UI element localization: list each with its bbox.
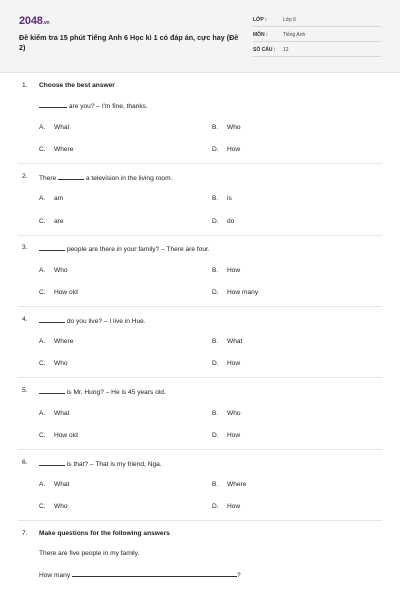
answer-blank[interactable]	[58, 173, 84, 180]
sentence-text: How many	[39, 572, 71, 579]
option-letter: A.	[39, 410, 46, 417]
option-text: am	[54, 195, 64, 202]
option-text: What	[227, 338, 243, 345]
question-number: 3.	[22, 244, 28, 251]
option-text: do	[227, 218, 235, 225]
option-letter: C.	[39, 432, 46, 439]
option-letter: B.	[212, 338, 219, 345]
meta-subject-row	[253, 29, 381, 42]
option-text: Who	[54, 360, 68, 367]
option-text: are	[54, 218, 64, 225]
sentence-text: There	[39, 175, 57, 182]
option-text: What	[54, 481, 70, 488]
q2-option-b[interactable]	[212, 195, 232, 202]
option-letter: D.	[212, 503, 219, 510]
sentence-text: is Mr. Hung? – He is 45 years old.	[66, 389, 166, 396]
q3-option-d[interactable]	[212, 289, 258, 296]
question-divider	[18, 449, 382, 450]
option-letter: A.	[39, 195, 46, 202]
question-number: 7.	[22, 530, 28, 537]
option-letter: D.	[212, 146, 219, 153]
question-instruction: Make questions for the following answers	[39, 530, 170, 537]
option-letter: D.	[212, 218, 219, 225]
sentence-text: ?	[237, 572, 241, 579]
option-text: How	[227, 360, 241, 367]
sentence-text: is that? – That is my friend, Nga.	[66, 461, 162, 468]
option-text: is	[227, 195, 232, 202]
q5-option-c[interactable]	[39, 432, 78, 439]
option-text: How	[227, 503, 241, 510]
q3-option-a[interactable]	[39, 267, 68, 274]
option-letter: B.	[212, 410, 219, 417]
answer-blank[interactable]	[39, 101, 67, 108]
meta-count-value: 12	[283, 47, 289, 53]
q2-option-a[interactable]	[39, 195, 63, 202]
q1-option-a[interactable]	[39, 124, 69, 131]
question-divider	[18, 520, 382, 521]
q1-option-b[interactable]	[212, 124, 241, 131]
q4-option-a[interactable]	[39, 338, 73, 345]
question-divider	[18, 163, 382, 164]
question-number: 4.	[22, 316, 28, 323]
q3-option-c[interactable]	[39, 289, 78, 296]
q5-option-d[interactable]	[212, 432, 240, 439]
option-letter: C.	[39, 218, 46, 225]
q6-option-d[interactable]	[212, 503, 240, 510]
option-text: How	[227, 146, 241, 153]
option-text: How	[227, 432, 241, 439]
question-divider	[18, 377, 382, 378]
question-number: 6.	[22, 459, 28, 466]
question-sentence	[39, 387, 166, 396]
meta-class-value: Lớp 6	[283, 17, 297, 23]
option-text: How old	[54, 432, 78, 439]
option-text: How	[227, 267, 241, 274]
q1-option-d[interactable]	[212, 146, 240, 153]
question-sentence	[39, 101, 148, 110]
option-letter: C.	[39, 146, 46, 153]
option-letter: A.	[39, 338, 46, 345]
question-number: 1.	[22, 82, 28, 89]
option-letter: D.	[212, 360, 219, 367]
option-text: Who	[227, 410, 241, 417]
q6-option-c[interactable]	[39, 503, 68, 510]
question-divider	[18, 306, 382, 307]
option-letter: A.	[39, 267, 46, 274]
option-text: Where	[227, 481, 247, 488]
document-title: Đề kiểm tra 15 phút Tiếng Anh 6 Học kì 1 có đáp án, cực hay (Đề 2)	[19, 33, 239, 52]
option-text: What	[54, 124, 70, 131]
option-letter: B.	[212, 481, 219, 488]
q2-option-c[interactable]	[39, 218, 64, 225]
option-letter: B.	[212, 195, 219, 202]
answer-blank[interactable]	[39, 316, 65, 323]
option-text: Who	[227, 124, 241, 131]
given-answer: There are five people in my family.	[39, 550, 140, 557]
q3-option-b[interactable]	[212, 267, 240, 274]
option-letter: C.	[39, 360, 46, 367]
question-sentence	[39, 570, 241, 579]
q4-option-c[interactable]	[39, 360, 68, 367]
q5-option-b[interactable]	[212, 410, 241, 417]
meta-class-label: LỚP :	[253, 17, 267, 23]
question-sentence	[39, 316, 146, 325]
page-header	[0, 0, 400, 73]
question-number: 5.	[22, 387, 28, 394]
q5-option-a[interactable]	[39, 410, 69, 417]
meta-count-row	[253, 44, 381, 57]
meta-count-label: SỐ CÂU :	[253, 47, 276, 53]
option-letter: B.	[212, 124, 219, 131]
option-letter: C.	[39, 503, 46, 510]
option-text: Where	[54, 338, 74, 345]
question-divider	[18, 235, 382, 236]
answer-blank[interactable]	[39, 387, 65, 394]
q2-option-d[interactable]	[212, 218, 234, 225]
sentence-text: are you? – I'm fine, thanks.	[68, 103, 148, 110]
q1-option-c[interactable]	[39, 146, 73, 153]
answer-blank[interactable]	[39, 459, 65, 466]
option-letter: B.	[212, 267, 219, 274]
q6-option-a[interactable]	[39, 481, 69, 488]
q4-option-b[interactable]	[212, 338, 242, 345]
option-text: Who	[54, 503, 68, 510]
sentence-text: people are there in your family? – There are four.	[66, 246, 210, 253]
option-text: Where	[54, 146, 74, 153]
option-text: What	[54, 410, 70, 417]
meta-subject-value: Tiếng Anh	[283, 32, 306, 38]
sentence-text: a television in the living room.	[85, 175, 173, 182]
question-sentence	[39, 173, 172, 182]
logo-text: 2048	[19, 15, 43, 27]
sentence-text: do you live? – I live in Hue.	[66, 318, 146, 325]
q6-option-b[interactable]	[212, 481, 246, 488]
site-logo[interactable]	[19, 15, 49, 27]
answer-blank[interactable]	[39, 244, 65, 251]
option-letter: D.	[212, 432, 219, 439]
question-instruction: Choose the best answer	[39, 82, 115, 89]
option-letter: A.	[39, 124, 46, 131]
option-text: How old	[54, 289, 78, 296]
option-letter: C.	[39, 289, 46, 296]
question-sentence	[39, 244, 210, 253]
option-letter: A.	[39, 481, 46, 488]
meta-subject-label: MÔN :	[253, 32, 268, 38]
option-text: How many	[227, 289, 259, 296]
answer-blank[interactable]	[72, 570, 237, 577]
question-sentence	[39, 459, 162, 468]
option-letter: D.	[212, 289, 219, 296]
logo-suffix: .vn	[42, 20, 50, 26]
option-text: Who	[54, 267, 68, 274]
meta-class-row	[253, 14, 381, 27]
question-number: 2.	[22, 173, 28, 180]
q4-option-d[interactable]	[212, 360, 240, 367]
